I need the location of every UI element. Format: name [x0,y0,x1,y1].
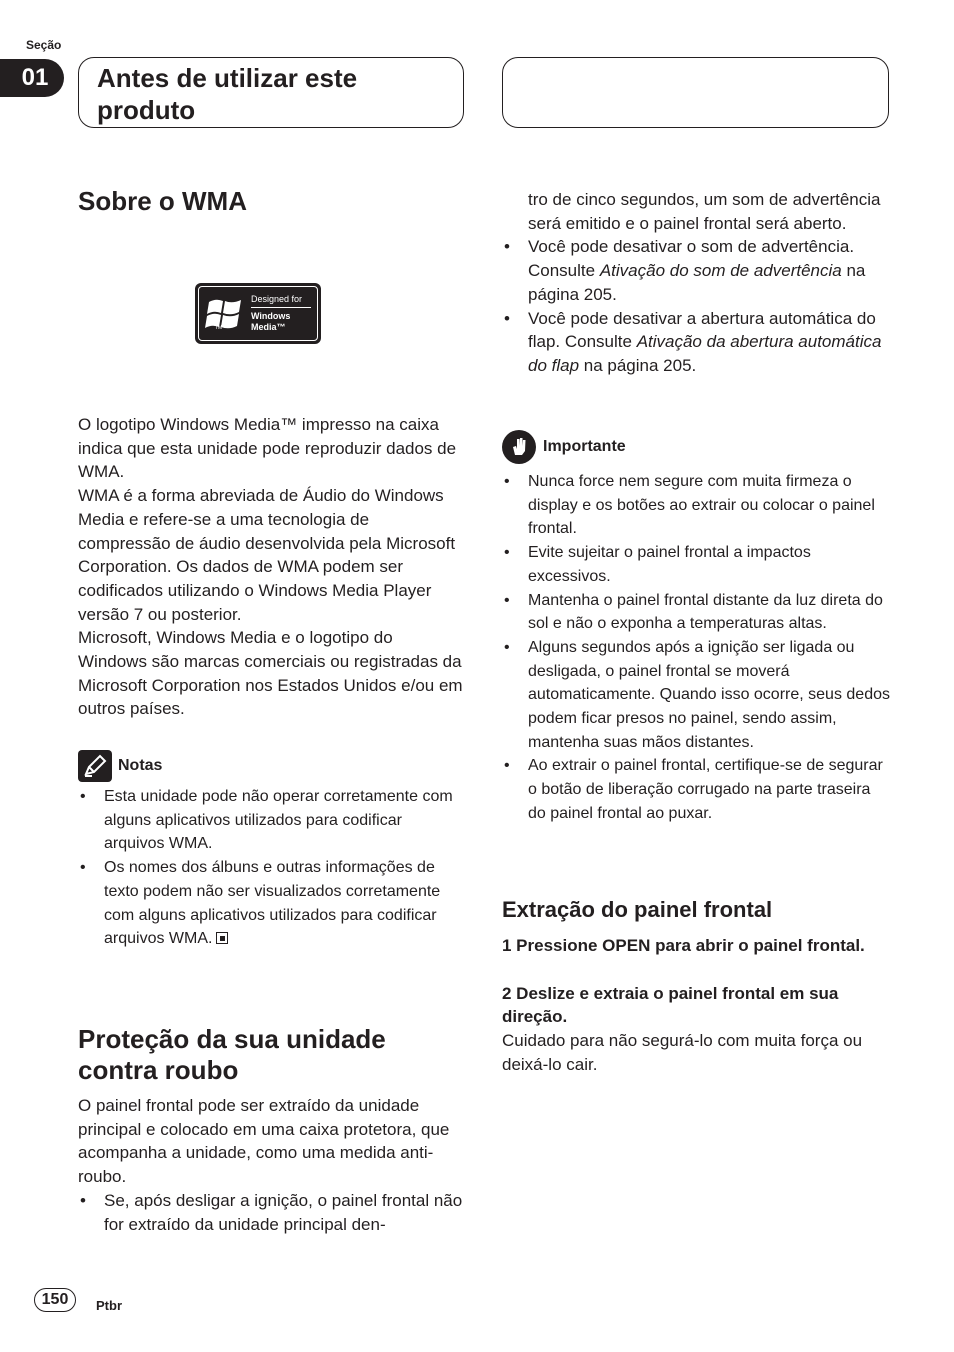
logo-line-media: Media™ [251,322,286,332]
extract-section [502,896,890,1077]
logo-line-windows: Windows [251,311,291,321]
wma-text [78,413,466,721]
language-label: Ptbr [96,1298,122,1313]
wma-paragraph: WMA é a forma abreviada de Áudio do Windows Media e refere-se a uma tecnologia de compressão de áudio desenvolvida pela Microsoft Corporation. Os dados de WMA podem ser codificados utilizando o Windows Media Player versão 7 ou posterior. [78,486,456,624]
logo-line-designed: Designed for [251,294,303,304]
step-2-note: Cuidado para não segurá-lo com muita força ou deixá-lo cair. [502,1031,863,1074]
list-item [78,856,466,951]
logo-tm: TM [215,325,223,331]
bullet-post: na página 205. [579,355,697,375]
extract-heading: Extração do painel frontal [502,897,773,922]
wma-paragraph: O logotipo Windows Media™ impresso na caixa indica que esta unidade pode reproduzir dados de WMA. [78,415,457,482]
bullet-ref: Ativação do som de advertência [599,261,842,281]
end-mark-icon [216,932,228,944]
logo-frame [198,286,318,341]
list-item [502,307,890,378]
bullet-pre: Você pode desativar o som de advertência. Consulte [528,237,855,281]
theft-paragraph: O painel frontal pode ser extraído da unidade principal e colocado em uma caixa protetora, que acompanha a unidade, como uma medida anti-roubo. [78,1096,450,1187]
notes-label: Notas [118,757,163,775]
list-item-continued [502,188,890,235]
theft-continued [502,188,890,378]
windows-media-logo [195,283,321,344]
notes-header [78,750,466,782]
theft-list [78,1189,466,1236]
list-item: • Se, após desligar a ignição, o painel frontal não for extraído da unidade principal den- [78,1189,466,1236]
list-item: • Nunca force nem segure com muita firmeza o display e os botões ao extrair ou colocar o painel frontal. [502,470,890,541]
theft-section [78,1024,466,1236]
section-label: Seção [26,38,62,52]
important-box [502,430,890,826]
theft-heading: Proteção da sua unidade contra roubo [78,1024,386,1085]
list-item: • Alguns segundos após a ignição ser ligada ou desligada, o painel frontal se moverá automaticamente. Quando isso ocorre, seus dedos podem ficar presos no painel, sendo assim, mantenha suas mãos distantes. [502,636,890,755]
notes-list [78,785,466,951]
bullet-post: na página 205. [528,261,866,304]
theft-list-continued [502,188,890,378]
list-item [502,235,890,306]
step-2: 2 Deslize e extraia o painel frontal em sua direção. [502,983,839,1027]
step-1: 1 Pressione OPEN para abrir o painel frontal. [502,936,865,955]
notes-box [78,750,466,951]
chapter-title: Antes de utilizar este produto [78,57,464,128]
bullet-ref: Ativação da abertura automática do flap [528,332,882,375]
hand-warning-icon [502,430,536,464]
wma-heading: Sobre o WMA [78,186,247,216]
bullet-text: tro de cinco segundos, um som de advertência será emitido e o painel frontal será aberto. [528,190,881,233]
wma-paragraph: Microsoft, Windows Media e o logotipo do Windows são marcas comerciais ou registradas da Microsoft Corporation nos Estados Unidos e/ou em outros países. [78,628,463,719]
important-list [502,470,890,826]
list-item: • Mantenha o painel frontal distante da luz direta do sol e não o exponha a temperaturas altas. [502,589,890,636]
pencil-icon [78,750,112,782]
logo-divider [251,307,311,308]
list-item: • Esta unidade pode não operar corretamente com alguns aplicativos utilizados para codificar arquivos WMA. [78,785,466,856]
page-number: 150 [34,1288,76,1312]
list-item: • Evite sujeitar o painel frontal a impactos excessivos. [502,541,890,588]
wma-section [78,186,466,217]
important-header [502,430,890,464]
windows-flag-icon [203,292,247,336]
header-empty-box [502,57,889,128]
list-item: • Ao extrair o painel frontal, certifique-se de segurar o botão de liberação corrugado na parte traseira do painel frontal ao puxar. [502,754,890,825]
section-number-tab: 01 [0,59,64,97]
logo-text [251,294,311,333]
bullet-pre: Você pode desativar a abertura automática do flap. Consulte [528,308,876,352]
note-text: Os nomes dos álbuns e outras informações de texto podem não ser visualizados corretamente com alguns aplicativos utilizados para codificar arquivos WMA. [104,859,441,948]
important-label: Importante [543,438,626,456]
